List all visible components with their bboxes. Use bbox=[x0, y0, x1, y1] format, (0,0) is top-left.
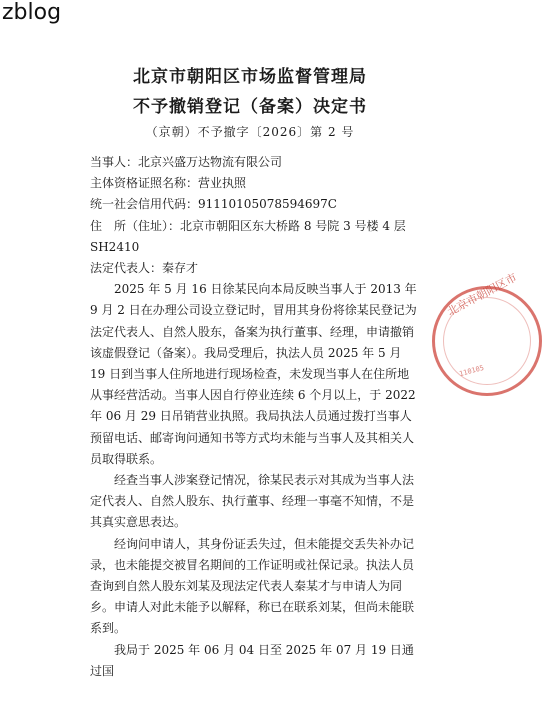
credit-code: 统一社会信用代码：91110105078594697C bbox=[90, 197, 337, 212]
paragraph-complaint: 2025 年 5 月 16 日徐某民向本局反映当事人于 2013 年 9 月 2 日在办理公司设立登记时，冒用其身份将徐某民登记为法定代表人、自然人股东，备案为执行董事、经理，申请撤销该虚假登记（备案）。我局受理后，执法人员 2025 年 5 月 19 日到当事人住所地进行现场检查，未发现当事人在住所地从事经营活动。当事人因自行停业连续 6 个月以上，于 2022 年 06 月 29 日吊销营业执照。我局执法人员通过拨打当事人预留电话、邮寄询问通知书等方式均未能与当事人及其相关人员取得联系。 bbox=[90, 282, 417, 466]
official-seal bbox=[432, 270, 542, 396]
seal-number: 110105 bbox=[458, 363, 485, 379]
paragraph-investigation: 经查当事人涉案登记情况，徐某民表示对其成为当事人法定代表人、自然人股东、执行董事、经理一事毫不知情，不是其真实意思表达。 bbox=[90, 473, 415, 530]
document-number: （京朝）不予撤字〔2026〕第 2 号 bbox=[145, 125, 355, 139]
decision-title: 不予撤销登记（备案）决定书 bbox=[133, 97, 367, 117]
seal-text: 北京市朝阳区市 bbox=[445, 270, 520, 319]
watermark: zblog bbox=[2, 0, 62, 25]
authority-title: 北京市朝阳区市场监督管理局 bbox=[133, 67, 367, 87]
paragraph-notice: 我局于 2025 年 06 月 04 日至 2025 年 07 月 19 日通过国 bbox=[90, 642, 414, 678]
legal-representative: 法定代表人：秦存才 bbox=[90, 261, 199, 276]
party-name: 当事人：北京兴盛万达物流有限公司 bbox=[90, 155, 283, 169]
address: 住 所（住址）：北京市朝阳区东大桥路 8 号院 3 号楼 4 层 SH2410 bbox=[90, 218, 406, 254]
certificate-name: 主体资格证照名称：营业执照 bbox=[90, 176, 247, 191]
paragraph-inquiry: 经询问申请人，其身份证丢失过，但未能提交丢失补办记录，也未能提交被冒名期间的工作证明或社保记录。执法人员查询到自然人股东刘某及现法定代表人秦某才与申请人为同乡。申请人对此未能予以解释，称已在联系刘某，但尚未能联系到。 bbox=[90, 536, 415, 636]
document-body bbox=[90, 152, 420, 682]
